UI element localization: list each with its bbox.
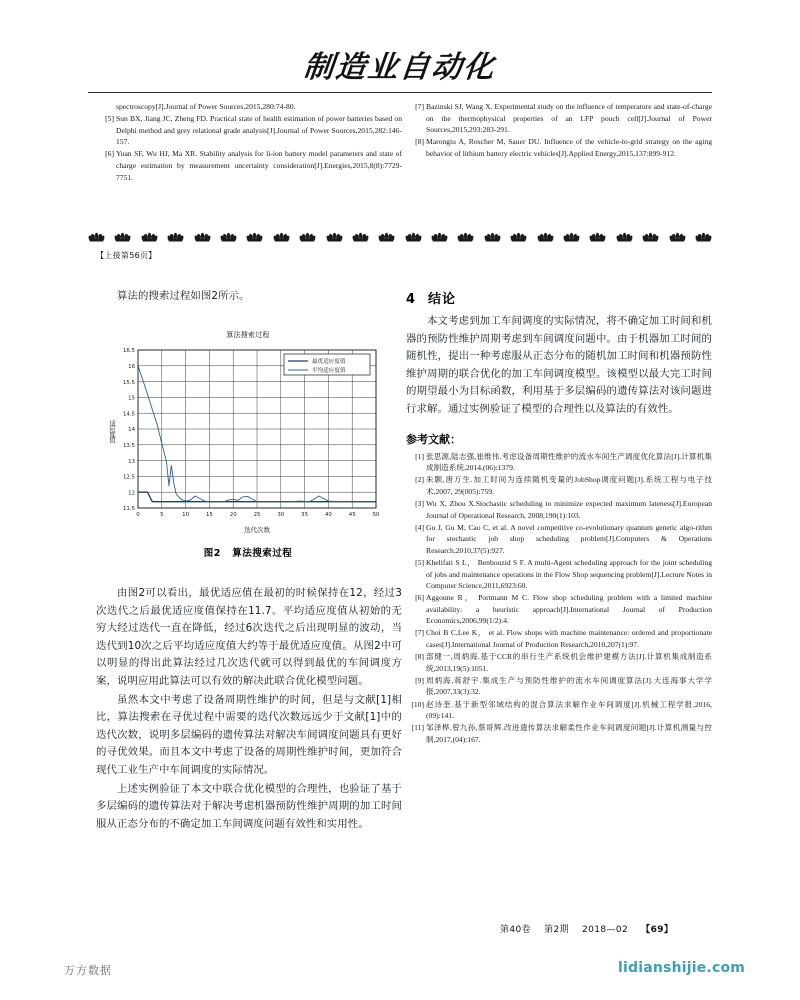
list-item <box>406 101 712 136</box>
list-item <box>406 592 712 627</box>
reference-number: [7] <box>415 102 424 111</box>
y-tick-label: 15.5 <box>122 379 135 386</box>
lotus-ornament-icon <box>299 231 316 242</box>
reference-number: [4] <box>415 522 424 532</box>
masthead-divider <box>88 92 712 93</box>
figure-number: 图2 <box>203 548 221 559</box>
y-tick-label: 13 <box>128 458 135 465</box>
paragraph: 本文考虑到加工车间调度的实际情况，将不确定加工时间和机器的预防性维护周期考虑到车间调度问题中。由于机器加工时间的随机性，提出一种考虑服从正态分布的随机加工时间和机器预防性维护周期的联合优化的加工车间调度模型。该模型以最大完工时间的期望最小为目标函数，利用基于多层编码的遗传算法对该问题进行求解。通过实例验证了模型的合理性以及算法的有效性。 <box>406 315 712 415</box>
list-item <box>406 557 712 592</box>
y-tick-label: 12 <box>128 490 135 497</box>
ornamental-separator <box>88 228 712 244</box>
y-tick-label: 16 <box>128 364 135 370</box>
lotus-ornament-icon <box>141 231 158 242</box>
reference-number: [5] <box>415 557 424 567</box>
chart-ylabel: 适应度值 <box>108 420 116 442</box>
lotus-ornament-icon <box>273 231 290 242</box>
reference-text: Wu X, Zhou X.Stochastic scheduling to minimize expected maximum lateness[J].European Journal of Operational Research, 2008,190(1):103. <box>426 498 712 520</box>
y-tick-label: 11.5 <box>122 506 135 513</box>
list-item <box>406 651 712 674</box>
chart-title: 算法搜索过程 <box>226 331 270 339</box>
reference-number: [7] <box>415 628 424 638</box>
list-item <box>96 101 402 113</box>
page-number: 【69】 <box>641 925 674 935</box>
lotus-ornament-icon <box>326 231 343 242</box>
reference-number: [1] <box>415 451 424 461</box>
x-tick-label: 0 <box>136 512 140 518</box>
list-item <box>406 722 712 745</box>
reference-text: 周炳海,蒋舒宇.集成生产与预防性维护的流水车间调度算法[J].大连海事大学学报,2007,33(3):32. <box>426 675 712 697</box>
reference-number: [6] <box>105 149 114 159</box>
reference-text: 赵诗奎.基于新型邻域结构的混合算法求解作业车间调度[J].机械工程学报,2016,(09):141. <box>426 699 712 721</box>
lotus-ornament-icon <box>669 231 686 242</box>
figure-title: 算法搜索过程 <box>232 548 293 559</box>
x-tick-label: 20 <box>229 512 237 518</box>
list-item <box>406 675 712 698</box>
list-item <box>406 498 712 521</box>
reference-text: Bazinski SJ, Wang X. Experimental study on the influence of temperature and state-of-charge on the thermophysical properties of an LFP pouch cell[J].Journal of Power Sources,2015,293:283-291. <box>426 102 712 135</box>
legend-label: 最优适应度值 <box>312 359 346 366</box>
paragraph: 算法的搜索过程如图2所示。 <box>117 290 250 302</box>
reference-list <box>96 101 402 183</box>
x-axis-label: 迭代次数 <box>244 526 270 534</box>
y-tick-label: 14.5 <box>122 411 135 418</box>
reference-number: [6] <box>415 593 424 603</box>
lotus-ornament-icon <box>405 231 422 242</box>
date-label: 2018—02 <box>582 925 629 935</box>
reference-number: [8] <box>415 652 424 662</box>
left-column-body <box>96 585 402 834</box>
lotus-ornament-icon <box>114 231 131 242</box>
reference-text: Choi B C,Lee K， et al. Flow shops with machine maintenance: ordered and proportionate cases[J].International Journal of Production Research,2010,207(1):97. <box>426 628 712 650</box>
masthead <box>0 42 800 86</box>
figure-2 <box>108 330 384 559</box>
section-heading <box>406 288 712 307</box>
y-tick-label: 12.5 <box>122 474 135 481</box>
reference-text: Sun BX, Jiang JC, Zheng FD. Practical state of health estimation of power batteries based on Delphi method and grey relational grade analysis[J].Journal of Power Sources,2015,282:146-157. <box>116 114 402 147</box>
continued-from-note: 【上接第56页】 <box>96 251 157 260</box>
references-heading: 参考文献： <box>406 432 461 446</box>
site-watermark: lidianshijie.com <box>618 960 746 976</box>
x-tick-label: 45 <box>348 512 356 518</box>
x-tick-label: 10 <box>182 512 190 518</box>
x-tick-label: 5 <box>160 512 164 518</box>
lotus-ornament-icon <box>246 231 263 242</box>
lotus-ornament-icon <box>616 231 633 242</box>
y-tick-label: 13.5 <box>122 443 135 449</box>
reference-list <box>406 101 712 159</box>
reference-text: 邹泽桦,曾九孙,蔡哥辉.改进遗传算法求解柔性作业车间调度问题[J].计算机测量与控制,2017,(04):167. <box>426 723 712 744</box>
lotus-ornament-icon <box>589 231 606 242</box>
reference-text: 张思源,陆志强,崔维伟.考虑设备周期性维护的流水车间生产调度优化算法[J].计算机集成制造系统,2014,(06):1379. <box>426 451 712 473</box>
x-tick-label: 30 <box>277 512 285 518</box>
journal-logo-icon: 制造业自动化 <box>301 50 498 85</box>
lotus-ornament-icon <box>563 231 580 242</box>
lotus-ornament-icon <box>537 231 554 242</box>
list-item <box>406 627 712 650</box>
lotus-ornament-icon <box>88 231 105 242</box>
x-tick-label: 15 <box>205 512 213 518</box>
y-tick-label: 14 <box>128 427 135 434</box>
paragraph: 虽然本文中考虑了设备周期性维护的时间，但是与文献[1]相比，算法搜索在寻优过程中需要的迭代次数远远少于文献[1]中的迭代次数，说明多层编码的遗传算法对解决车间调度问题具有更好的寻优效果。而且本文中考虑了设备的周期性维护时间，更加符合现代工业生产中车间调度的实际情况。 <box>96 693 402 776</box>
references-list <box>406 451 712 746</box>
top-references-right <box>406 101 712 160</box>
x-tick-label: 50 <box>372 512 380 518</box>
lotus-ornament-icon <box>352 231 369 242</box>
x-tick-label: 40 <box>324 512 332 518</box>
reference-number: [5] <box>105 114 114 124</box>
reference-text: Khelifati S L， Benbouzid S F. A multi-Agent scheduling approach for the joint scheduling of jobs and maintenance operations in the Flow Shop sequencing problem[J].Lecture Notes in Computer Science,2011,6923:60. <box>426 557 712 591</box>
lotus-ornament-icon <box>484 231 501 242</box>
reference-text: Gu J, Gu M, Cao C, et al. A novel competitive co-evolutionary quantum genetic algo-rithm for stochastic job shop scheduling problem[J].Computers & Operations Research,2010,37(5):927. <box>426 522 712 555</box>
reference-text: spectroscopy[J].Journal of Power Sources,2015,280:74-80. <box>116 102 296 111</box>
list-item <box>406 451 712 474</box>
lotus-ornament-icon <box>431 231 448 242</box>
list-item <box>406 136 712 159</box>
top-references-left <box>96 101 402 184</box>
paragraph: 由图2可以看出，最优适应值在最初的时候保持在12，经过3次迭代之后最优适应度值保持在11.7。平均适应度值从初始的无穷大经过迭代一直在降低，经过6次迭代之后出现明显的波动，当迭代到10次之后平均适应度值大约等于最优适应度值。从图2中可以明显的得出此算法经过几次迭代就可以得到最优的车间调度方案，说明应用此算法可以有效的解决此联合优化模型问题。 <box>96 587 402 687</box>
x-tick-label: 35 <box>301 512 309 518</box>
page-footer <box>500 922 673 935</box>
lotus-ornament-icon <box>642 231 659 242</box>
list-item <box>96 148 402 183</box>
reference-text: Yuan SF, Wu HJ, Ma XR. Stability analysis for li-ion battery model parameters and state of charge estimation by measurement uncertainty consideration[J].Energies,2015,8(8):7729-7751. <box>116 149 402 182</box>
reference-number: [10] <box>411 699 424 709</box>
reference-number: [2] <box>415 475 424 485</box>
list-item <box>406 699 712 722</box>
reference-number: [9] <box>415 675 424 685</box>
list-item <box>96 113 402 148</box>
section-title: 结论 <box>428 292 457 307</box>
lotus-ornament-icon <box>378 231 395 242</box>
left-column-intro <box>96 288 402 307</box>
lotus-ornament-icon <box>510 231 527 242</box>
volume-label: 第40卷 <box>500 925 532 935</box>
reference-text: 朱颢,唐万生.加工时间为连续随机变量的JobShop调度问题[J].系统工程与电子技术,2007, 29(005):759. <box>426 475 712 496</box>
lotus-ornament-icon <box>457 231 474 242</box>
lotus-ornament-icon <box>220 231 237 242</box>
reference-text: Aggoune R， Portmann M C. Flow shop scheduling problem with a limited machine availability: a heuristic approach[J].International Journal of Production Economics,2006,99(1/2):4. <box>426 593 712 626</box>
reference-text: Marongiu A, Roscher M, Sauer DU. Influence of the vehicle-to-grid strategy on the aging behavior of lithium battery electric vehicles[J].Applied Energy,2015,137:899-912. <box>426 137 712 158</box>
paragraph: 上述实例验证了本文中联合优化模型的合理性，也验证了基于多层编码的遗传算法对于解决考虑机器预防性维护周期的加工时间服从正态分布的不确定加工车间调度问题有效性和实用性。 <box>96 782 402 830</box>
y-tick-label: 16.5 <box>122 348 135 355</box>
chart-canvas <box>108 342 384 538</box>
reference-number: [11] <box>411 723 424 733</box>
lotus-ornament-icon <box>167 231 184 242</box>
section-number: 4 <box>406 292 417 307</box>
reference-number: [8] <box>415 137 424 147</box>
reference-number: [3] <box>415 498 424 508</box>
legend-label: 平均适应度值 <box>312 368 346 375</box>
lotus-ornament-icon <box>695 231 712 242</box>
right-column <box>406 288 712 746</box>
reference-text: 部健一,周炳海.基于CCR的串行生产系统机会维护建模方法[J].计算机集成制造系统,2013,19(5):1051. <box>426 652 712 673</box>
x-tick-label: 25 <box>253 512 261 518</box>
issue-label: 第2期 <box>544 925 569 935</box>
list-item <box>406 522 712 557</box>
lotus-ornament-icon <box>194 231 211 242</box>
line-chart <box>112 342 384 538</box>
figure-caption <box>112 545 384 559</box>
list-item <box>406 474 712 497</box>
y-tick-label: 15 <box>128 395 135 402</box>
wanfang-data-mark: 万方数据 <box>64 964 112 977</box>
